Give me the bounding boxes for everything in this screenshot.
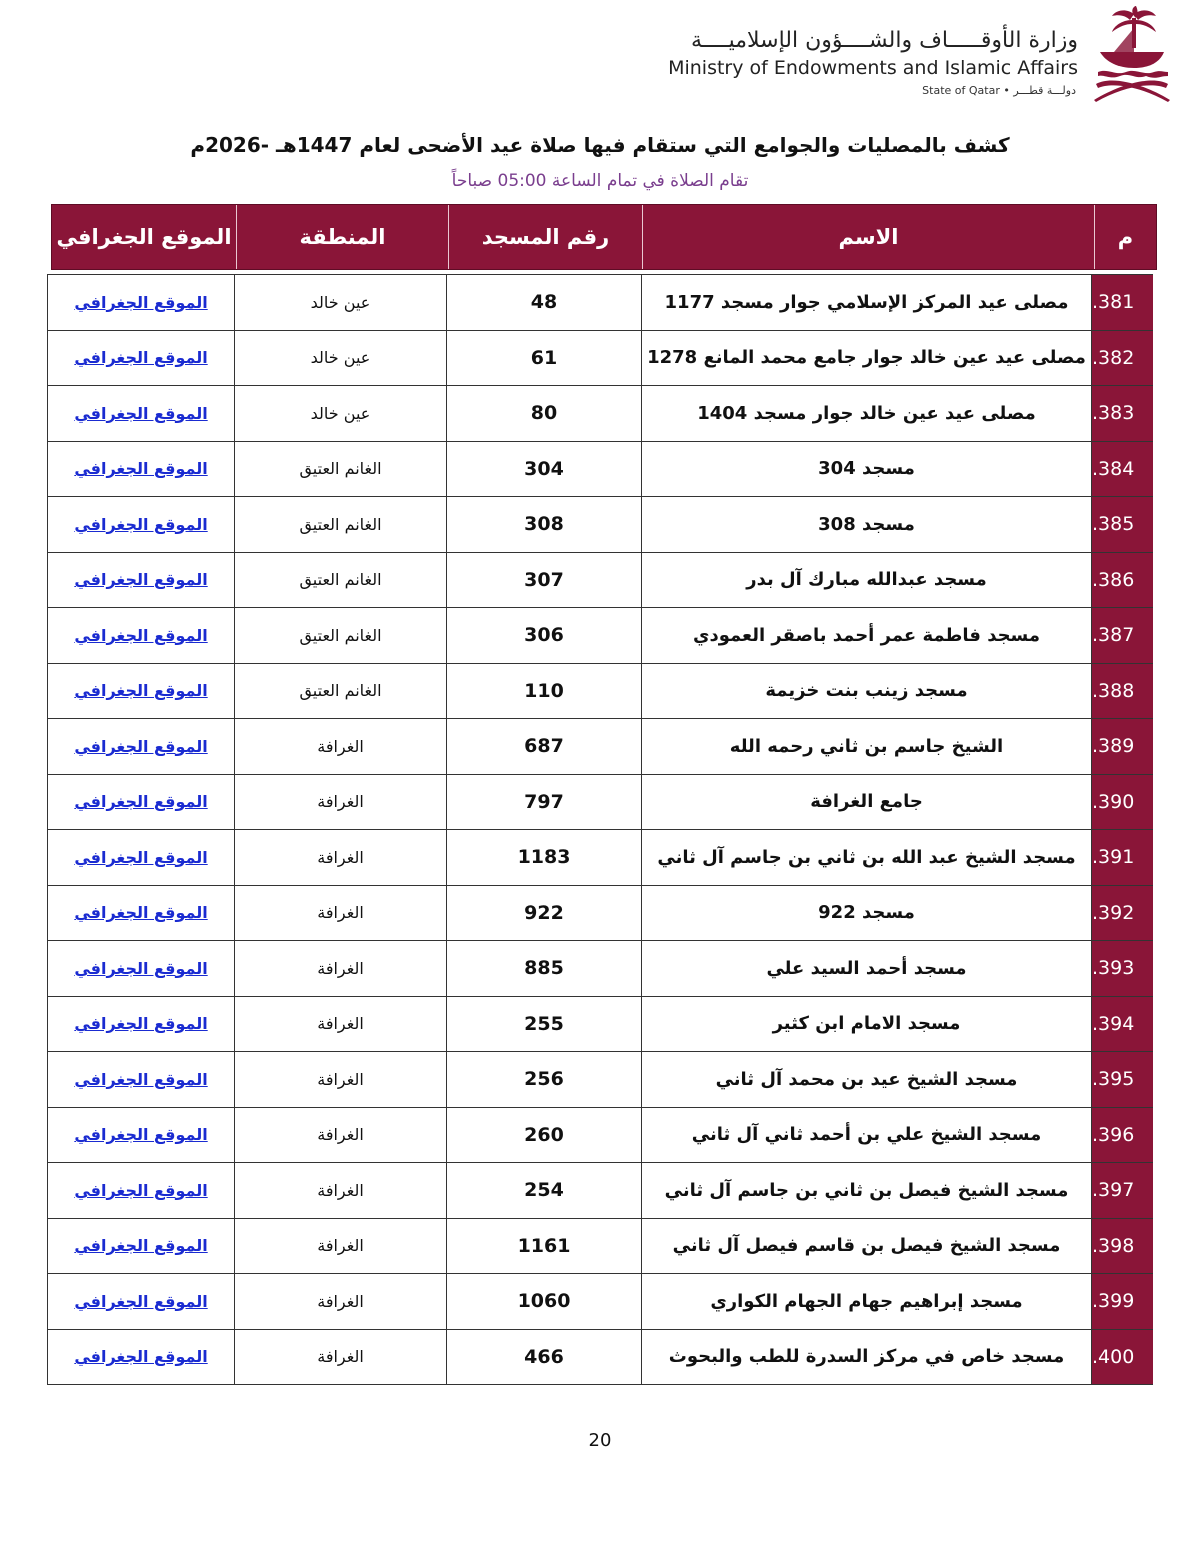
table-body xyxy=(47,274,1153,1385)
row-number xyxy=(1091,331,1153,386)
location-cell xyxy=(47,941,234,996)
page-number: 20 xyxy=(588,1430,612,1451)
table-row xyxy=(47,497,1153,553)
location-cell xyxy=(47,386,234,441)
location-link[interactable]: الموقع الجغرافي xyxy=(74,514,208,534)
table-row xyxy=(47,1219,1153,1275)
location-link[interactable]: الموقع الجغرافي xyxy=(74,403,208,423)
table-row xyxy=(47,886,1153,942)
row-number-text: .395 xyxy=(1092,1068,1135,1091)
table-row xyxy=(47,386,1153,442)
area-name: الغرافة xyxy=(234,886,446,941)
location-link[interactable]: الموقع الجغرافي xyxy=(74,1069,208,1089)
mosque-number: 308 xyxy=(446,497,641,552)
row-number xyxy=(1091,719,1153,774)
row-number-text: .394 xyxy=(1092,1012,1135,1035)
mosque-number: 466 xyxy=(446,1330,641,1385)
mosque-number: 306 xyxy=(446,608,641,663)
row-number xyxy=(1091,941,1153,996)
mosque-number: 260 xyxy=(446,1108,641,1163)
location-cell xyxy=(47,1108,234,1163)
table-row xyxy=(47,275,1153,331)
area-name: الغرافة xyxy=(234,1108,446,1163)
row-number-text: .387 xyxy=(1092,624,1135,647)
location-link[interactable]: الموقع الجغرافي xyxy=(74,1236,208,1256)
location-link[interactable]: الموقع الجغرافي xyxy=(74,903,208,923)
mosque-name: مسجد إبراهيم جهام الجهام الكواري xyxy=(641,1274,1091,1329)
row-number-text: .392 xyxy=(1092,901,1135,924)
area-name: الغرافة xyxy=(234,1219,446,1274)
location-cell xyxy=(47,1052,234,1107)
ministry-name-arabic: وزارة الأوقـــــاف والشــــؤون الإسلاميــــة xyxy=(691,28,1078,53)
table-row xyxy=(47,941,1153,997)
area-name: عين خالد xyxy=(234,386,446,441)
location-cell xyxy=(47,997,234,1052)
row-number xyxy=(1091,997,1153,1052)
header-area: المنطقة xyxy=(236,205,448,269)
location-cell xyxy=(47,608,234,663)
location-cell xyxy=(47,497,234,552)
row-number-text: .399 xyxy=(1092,1290,1135,1313)
location-link[interactable]: الموقع الجغرافي xyxy=(74,681,208,701)
row-number xyxy=(1091,1219,1153,1274)
page-subtitle: تقام الصلاة في تمام الساعة 05:00 صباحاً xyxy=(451,171,749,191)
table-row xyxy=(47,997,1153,1053)
area-name: الغانم العتيق xyxy=(234,664,446,719)
row-number-text: .391 xyxy=(1092,846,1135,869)
row-number-text: .388 xyxy=(1092,679,1135,702)
mosque-name: مسجد أحمد السيد علي xyxy=(641,941,1091,996)
area-name: عين خالد xyxy=(234,331,446,386)
area-name: الغرافة xyxy=(234,1274,446,1329)
mosque-name: مسجد 308 xyxy=(641,497,1091,552)
location-link[interactable]: الموقع الجغرافي xyxy=(74,958,208,978)
mosque-number: 110 xyxy=(446,664,641,719)
area-name: الغانم العتيق xyxy=(234,497,446,552)
location-link[interactable]: الموقع الجغرافي xyxy=(74,292,208,312)
row-number xyxy=(1091,442,1153,497)
row-number xyxy=(1091,497,1153,552)
row-number-text: .398 xyxy=(1092,1234,1135,1257)
row-number-text: .381 xyxy=(1092,291,1135,314)
row-number xyxy=(1091,608,1153,663)
location-link[interactable]: الموقع الجغرافي xyxy=(74,1125,208,1145)
row-number-text: .390 xyxy=(1092,790,1135,813)
table-row xyxy=(47,830,1153,886)
row-number xyxy=(1091,1163,1153,1218)
row-number-text: .382 xyxy=(1092,346,1135,369)
header-number: م xyxy=(1094,205,1156,269)
location-cell xyxy=(47,553,234,608)
mosque-number: 254 xyxy=(446,1163,641,1218)
location-link[interactable]: الموقع الجغرافي xyxy=(74,847,208,867)
row-number xyxy=(1091,1052,1153,1107)
table-row xyxy=(47,1163,1153,1219)
table-header xyxy=(51,204,1157,270)
page-header xyxy=(0,0,1200,110)
mosque-number: 61 xyxy=(446,331,641,386)
location-link[interactable]: الموقع الجغرافي xyxy=(74,625,208,645)
area-name: الغرافة xyxy=(234,830,446,885)
location-link[interactable]: الموقع الجغرافي xyxy=(74,570,208,590)
row-number xyxy=(1091,1108,1153,1163)
mosque-number: 255 xyxy=(446,997,641,1052)
mosque-name: مسجد الشيخ فيصل بن ثاني بن جاسم آل ثاني xyxy=(641,1163,1091,1218)
mosque-name: مسجد زينب بنت خزيمة xyxy=(641,664,1091,719)
row-number xyxy=(1091,1330,1153,1385)
mosque-name: مسجد الشيخ عبد الله بن ثاني بن جاسم آل ثاني xyxy=(641,830,1091,885)
row-number-text: .384 xyxy=(1092,457,1135,480)
row-number-text: .385 xyxy=(1092,513,1135,536)
location-cell xyxy=(47,331,234,386)
table-row xyxy=(47,775,1153,831)
row-number xyxy=(1091,386,1153,441)
table-row xyxy=(47,719,1153,775)
location-link[interactable]: الموقع الجغرافي xyxy=(74,1180,208,1200)
row-number-text: .396 xyxy=(1092,1123,1135,1146)
header-mosque-id: رقم المسجد xyxy=(448,205,642,269)
row-number xyxy=(1091,775,1153,830)
row-number xyxy=(1091,886,1153,941)
location-link[interactable]: الموقع الجغرافي xyxy=(74,1291,208,1311)
row-number xyxy=(1091,553,1153,608)
location-cell xyxy=(47,719,234,774)
row-number-text: .400 xyxy=(1092,1345,1135,1368)
table-row xyxy=(47,1330,1153,1386)
mosque-name: الشيخ جاسم بن ثاني رحمه الله xyxy=(641,719,1091,774)
page-title: كشف بالمصليات والجوامع التي ستقام فيها صلاة عيد الأضحى لعام 1447هـ -2026م xyxy=(190,133,1010,157)
row-number xyxy=(1091,664,1153,719)
location-cell xyxy=(47,886,234,941)
area-name: الغانم العتيق xyxy=(234,442,446,497)
mosque-name: مسجد عبدالله مبارك آل بدر xyxy=(641,553,1091,608)
qatar-emblem-icon xyxy=(1090,6,1174,102)
row-number-text: .389 xyxy=(1092,735,1135,758)
row-number-text: .397 xyxy=(1092,1179,1135,1202)
location-cell xyxy=(47,830,234,885)
location-cell xyxy=(47,442,234,497)
header-location: الموقع الجغرافي xyxy=(56,225,232,249)
mosque-name: مسجد الشيخ علي بن أحمد ثاني آل ثاني xyxy=(641,1108,1091,1163)
header-name: الاسم xyxy=(642,205,1094,269)
location-cell xyxy=(47,1274,234,1329)
table-row xyxy=(47,553,1153,609)
state-label: State of Qatar • دولـــة قطـــر xyxy=(922,84,1076,97)
mosque-number: 797 xyxy=(446,775,641,830)
mosque-number: 256 xyxy=(446,1052,641,1107)
table-row xyxy=(47,1052,1153,1108)
area-name: الغرافة xyxy=(234,1330,446,1385)
mosque-name: مصلى عيد عين خالد جوار جامع محمد المانع 1278 xyxy=(641,331,1091,386)
row-number-text: .383 xyxy=(1092,402,1135,425)
mosque-number: 1060 xyxy=(446,1274,641,1329)
location-cell xyxy=(47,1219,234,1274)
row-number xyxy=(1091,1274,1153,1329)
area-name: الغرافة xyxy=(234,1052,446,1107)
table-row xyxy=(47,664,1153,720)
mosque-number: 304 xyxy=(446,442,641,497)
mosque-number: 885 xyxy=(446,941,641,996)
area-name: الغرافة xyxy=(234,1163,446,1218)
mosque-name: مصلى عيد عين خالد جوار مسجد 1404 xyxy=(641,386,1091,441)
mosque-name: مسجد فاطمة عمر أحمد باصقر العمودي xyxy=(641,608,1091,663)
ministry-name-english: Ministry of Endowments and Islamic Affairs xyxy=(668,57,1078,79)
area-name: الغرافة xyxy=(234,719,446,774)
table-row xyxy=(47,331,1153,387)
mosque-name: جامع الغرافة xyxy=(641,775,1091,830)
mosque-name: مسجد الامام ابن كثير xyxy=(641,997,1091,1052)
mosque-name: مسجد 922 xyxy=(641,886,1091,941)
location-cell xyxy=(47,664,234,719)
location-cell xyxy=(47,775,234,830)
location-link[interactable]: الموقع الجغرافي xyxy=(74,348,208,368)
row-number-text: .386 xyxy=(1092,568,1135,591)
location-link[interactable]: الموقع الجغرافي xyxy=(74,1347,208,1367)
location-link[interactable]: الموقع الجغرافي xyxy=(74,792,208,812)
location-link[interactable]: الموقع الجغرافي xyxy=(74,1014,208,1034)
mosque-number: 1161 xyxy=(446,1219,641,1274)
mosque-name: مصلى عيد المركز الإسلامي جوار مسجد 1177 xyxy=(641,275,1091,330)
location-cell xyxy=(47,275,234,330)
location-cell xyxy=(47,1163,234,1218)
area-name: الغانم العتيق xyxy=(234,553,446,608)
mosque-name: مسجد 304 xyxy=(641,442,1091,497)
mosque-name: مسجد الشيخ فيصل بن قاسم فيصل آل ثاني xyxy=(641,1219,1091,1274)
mosque-number: 307 xyxy=(446,553,641,608)
mosque-name: مسجد خاص في مركز السدرة للطب والبحوث xyxy=(641,1330,1091,1385)
mosque-number: 922 xyxy=(446,886,641,941)
row-number xyxy=(1091,830,1153,885)
mosque-number: 80 xyxy=(446,386,641,441)
area-name: الغرافة xyxy=(234,775,446,830)
area-name: الغرافة xyxy=(234,941,446,996)
location-link[interactable]: الموقع الجغرافي xyxy=(74,459,208,479)
row-number-text: .393 xyxy=(1092,957,1135,980)
mosque-number: 687 xyxy=(446,719,641,774)
area-name: الغانم العتيق xyxy=(234,608,446,663)
location-cell xyxy=(47,1330,234,1385)
row-number xyxy=(1091,275,1153,330)
area-name: الغرافة xyxy=(234,997,446,1052)
area-name: عين خالد xyxy=(234,275,446,330)
table-row xyxy=(47,608,1153,664)
mosque-number: 1183 xyxy=(446,830,641,885)
table-row xyxy=(47,442,1153,498)
table-row xyxy=(47,1274,1153,1330)
table-row xyxy=(47,1108,1153,1164)
mosque-number: 48 xyxy=(446,275,641,330)
mosque-name: مسجد الشيخ عيد بن محمد آل ثاني xyxy=(641,1052,1091,1107)
location-link[interactable]: الموقع الجغرافي xyxy=(74,736,208,756)
